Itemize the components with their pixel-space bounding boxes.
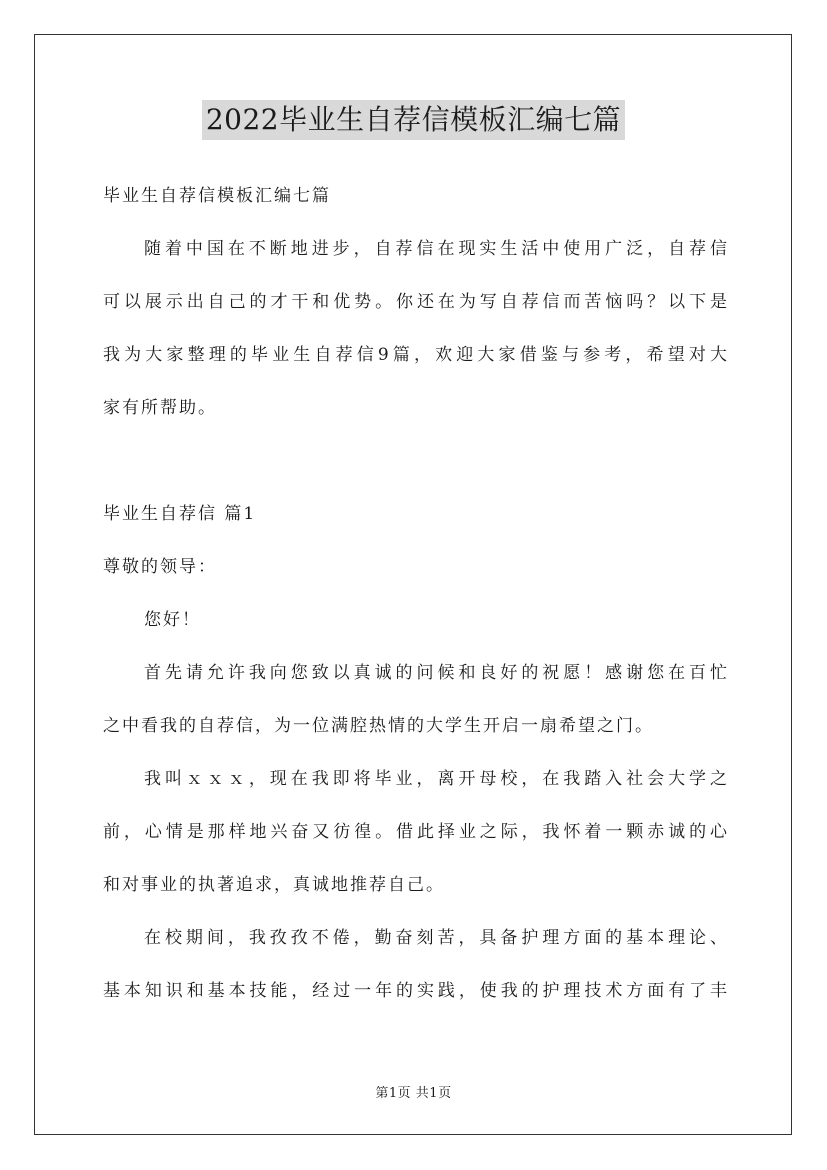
salutation: 尊敬的领导： (103, 557, 217, 577)
intro-line-3: 我为大家整理的毕业生自荐信9篇，欢迎大家借鉴与参考，希望对大 (103, 345, 727, 365)
paragraph2-line-1: 我叫ｘｘｘ，现在我即将毕业，离开母校，在我踏入社会大学之 (144, 769, 727, 789)
page-footer: 第1页 共1页 (375, 1086, 452, 1101)
intro-line-1: 随着中国在不断地进步，自荐信在现实生活中使用广泛，自荐信 (144, 239, 727, 259)
document-body (103, 170, 727, 1018)
greeting: 您好！ (144, 610, 201, 630)
paragraph3-line-2: 基本知识和基本技能，经过一年的实践，使我的护理技术方面有了丰 (103, 981, 727, 1001)
paragraph2-line-2: 前，心情是那样地兴奋又彷徨。借此择业之际，我怀着一颗赤诚的心 (103, 822, 727, 842)
paragraph2-line-3: 和对事业的执著追求，真诚地推荐自己。 (103, 875, 445, 895)
intro-line-4: 家有所帮助。 (103, 398, 217, 418)
document-subtitle: 毕业生自荐信模板汇编七篇 (103, 186, 331, 206)
paragraph3-line-1: 在校期间，我孜孜不倦，勤奋刻苦，具备护理方面的基本理论、 (144, 928, 727, 948)
document-title: 2022毕业生自荐信模板汇编七篇 (202, 100, 625, 140)
paragraph1-line-1: 首先请允许我向您致以真诚的问候和良好的祝愿！感谢您在百忙 (144, 663, 727, 683)
title-container (0, 100, 827, 140)
section-heading: 毕业生自荐信 篇1 (103, 504, 257, 524)
blank-line (103, 435, 727, 488)
paragraph1-line-2: 之中看我的自荐信，为一位满腔热情的大学生开启一扇希望之门。 (103, 716, 654, 736)
intro-line-2: 可以展示出自己的才干和优势。你还在为写自荐信而苦恼吗？以下是 (103, 292, 727, 312)
